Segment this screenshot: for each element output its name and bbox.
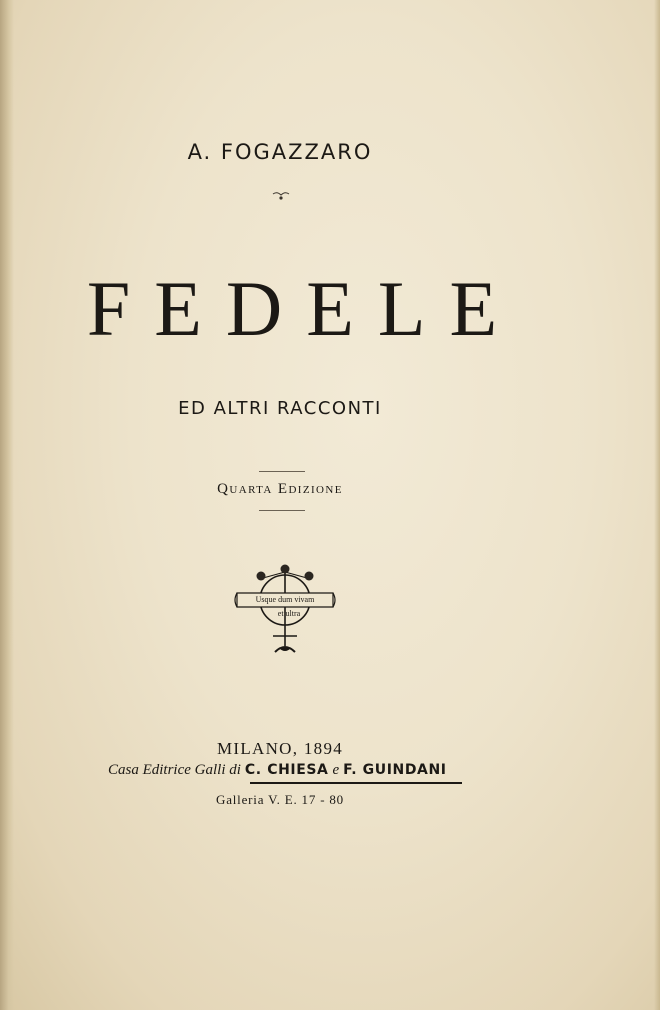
publisher-line — [108, 761, 447, 779]
imprint-city-year: MILANO, 1894 — [216, 739, 344, 758]
publisher-name-2: F. GUINDANI — [343, 762, 447, 778]
emblem-motto-line2: et ultra — [277, 609, 301, 618]
publisher-address: Galleria V. E. 17 - 80 — [216, 792, 344, 807]
emblem-motto-line1: Usque dum vivam — [255, 595, 315, 604]
publisher-conjunction: e — [332, 762, 340, 778]
printer-device-emblem-icon — [233, 562, 337, 658]
rule-bottom — [259, 510, 305, 511]
publisher-underline — [250, 782, 462, 784]
book-subtitle: ED ALTRI RACCONTI — [178, 398, 382, 419]
publisher-name-1: C. CHIESA — [244, 762, 329, 778]
author-name: A. FOGAZZARO — [187, 140, 373, 164]
rule-top — [259, 471, 305, 472]
edition-label: Quarta Edizione — [217, 481, 343, 497]
flourish-ornament-icon — [271, 190, 291, 202]
book-title: FEDELE — [86, 265, 522, 352]
publisher-prefix: Casa Editrice Galli di — [108, 762, 241, 778]
page-edge — [654, 0, 660, 1010]
